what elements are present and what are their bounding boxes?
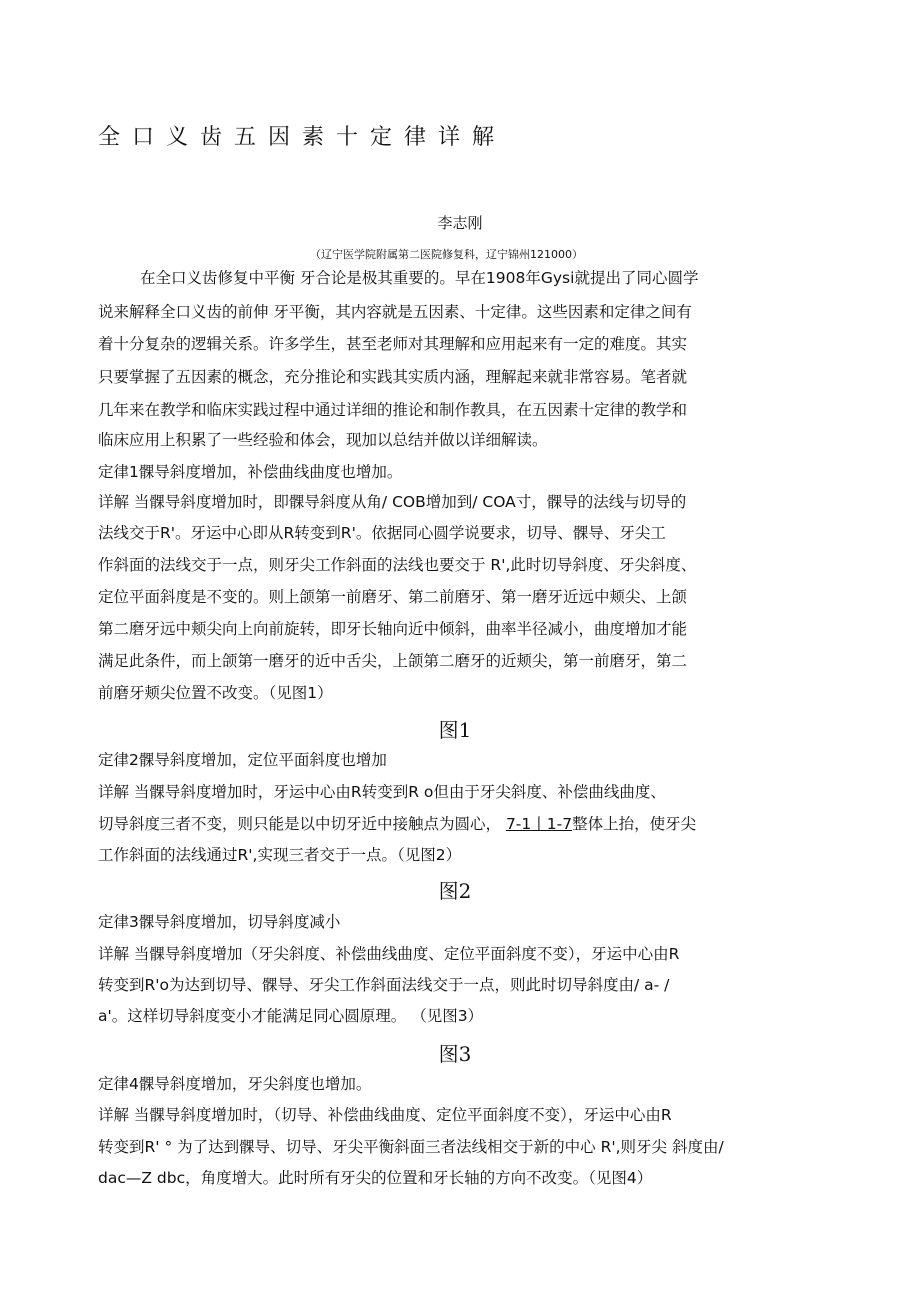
law3-line: 详解 当髁导斜度增加（牙尖斜度、补偿曲线曲度、定位平面斜度不变），牙运中心由R (98, 945, 680, 963)
law1-line: 定位平面斜度是不变的。则上颌第一前磨牙、第二前磨牙、第一磨牙近远中颊尖、上颌 (98, 588, 688, 606)
document-title: 全口义齿五因素十定律详解 (98, 125, 507, 150)
figure-1-caption: 图1 (438, 718, 472, 742)
law1-line: 详解 当髁导斜度增加时，即髁导斜度从角/ COB增加到/ COA寸，髁导的法线与切导的 (98, 493, 687, 511)
law4-line: 详解 当髁导斜度增加时，（切导、补偿曲线曲度、定位平面斜度不变），牙运中心由R (98, 1106, 672, 1124)
law2-heading: 定律2髁导斜度增加，定位平面斜度也增加 (98, 751, 387, 769)
law3-line: a'。这样切导斜度变小才能满足同心圆原理。 （见图3） (98, 1007, 484, 1025)
law4-line: dac—Z dbc，角度增大。此时所有牙尖的位置和牙长轴的方向不改变。（见图4） (98, 1169, 653, 1187)
figure-2-caption: 图2 (438, 879, 472, 903)
law1-line: 第二磨牙远中颊尖向上向前旋转，即牙长轴向近中倾斜，曲率半径减小，曲度增加才能 (98, 620, 688, 638)
law4-line: 转变到R' ° 为了达到髁导、切导、牙尖平衡斜面三者法线相交于新的中心 R',则牙尖 斜度由/ (98, 1138, 724, 1156)
law4-heading: 定律4髁导斜度增加，牙尖斜度也增加。 (98, 1075, 372, 1093)
law2-line-text: 切导斜度三者不变，则只能是以中切牙近中接触点为圆心， (98, 815, 506, 833)
law1-line: 作斜面的法线交于一点，则牙尖工作斜面的法线也要交于 R',此时切导斜度、牙尖斜度、 (98, 556, 697, 574)
intro-line: 临床应用上积累了一些经验和体会，现加以总结并做以详细解读。 (98, 431, 548, 449)
law2-line: 详解 当髁导斜度增加时，牙运中心由R转变到R o但由于牙尖斜度、补偿曲线曲度、 (98, 783, 666, 801)
law1-heading: 定律1髁导斜度增加，补偿曲线曲度也增加。 (98, 463, 403, 481)
law3-heading: 定律3髁导斜度增加，切导斜度减小 (98, 913, 341, 931)
law1-line: 前磨牙颊尖位置不改变。（见图1） (98, 684, 333, 702)
law1-line: 满足此条件，而上颌第一磨牙的近中舌尖，上颌第二磨牙的近颊尖，第一前磨牙，第二 (98, 652, 688, 670)
author-name: 李志刚 (437, 214, 483, 232)
intro-line: 在全口义齿修复中平衡 牙合论是极其重要的。早在1908年Gysi就提出了同心圆学 (140, 269, 699, 287)
author-affiliation: （辽宁医学院附属第二医院修复科，辽宁锦州121000） (310, 248, 583, 261)
tooth-range-underline: 7-1丨1-7 (505, 815, 573, 833)
figure-3-caption: 图3 (438, 1042, 472, 1066)
law3-line: 转变到R'o为达到切导、髁导、牙尖工作斜面法线交于一点，则此时切导斜度由/ a- / (98, 976, 670, 994)
intro-line: 说来解释全口义齿的前伸 牙平衡，其内容就是五因素、十定律。这些因素和定律之间有 (98, 303, 692, 321)
intro-line: 只要掌握了五因素的概念，充分推论和实践其实质内涵，理解起来就非常容易。笔者就 (98, 368, 688, 386)
intro-line: 着十分复杂的逻辑关系。许多学生，甚至老师对其理解和应用起来有一定的难度。其实 (98, 335, 688, 353)
law2-line-text: 整体上抬，使牙尖 (572, 815, 697, 833)
intro-line: 几年来在教学和临床实践过程中通过详细的推论和制作教具，在五因素十定律的教学和 (98, 401, 688, 419)
law1-line: 法线交于R'。牙运中心即从R转变到R'。依据同心圆学说要求，切导、髁导、牙尖工 (98, 524, 666, 542)
law2-line: 工作斜面的法线通过R',实现三者交于一点。（见图2） (98, 846, 462, 864)
law2-line (98, 814, 696, 834)
